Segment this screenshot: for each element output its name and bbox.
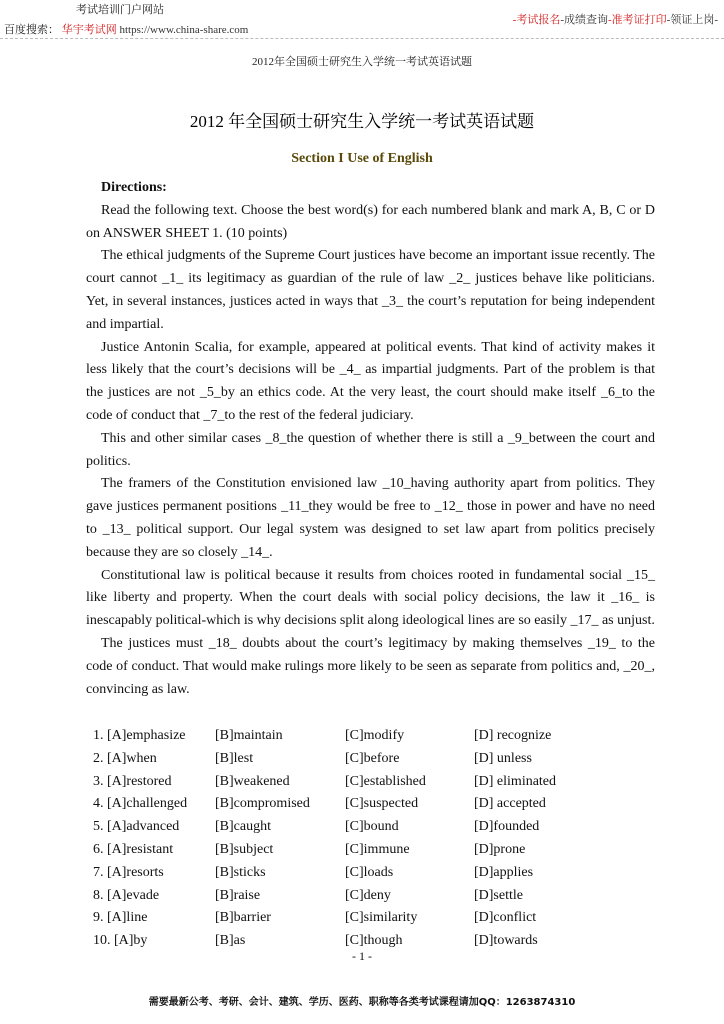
paragraph: Constitutional law is political because it results from choices rooted in fundamental social _15_ like liberty and property. When the court deals with social policy decisions, the law it _16_ is inescapably political-which is why decisions split along ideological lines are so easily _17_ as unjust. [86,567,655,629]
link-registration[interactable]: -考试报名 [512,14,561,26]
page-title: 2012 年全国硕士研究生入学统一考试英语试题 [189,112,535,131]
footer-notice: 需要最新公考、考研、会计、建筑、学历、医药、职称等各类考试课程请加QQ：1263874310 [148,997,576,1008]
search-line [4,21,248,37]
option-b: [B]lest [215,750,254,766]
option-a: 9. [A]line [93,910,148,926]
option-a: 2. [A]when [93,750,157,766]
option-b: [B]weakened [215,773,290,789]
option-row [93,748,584,771]
option-d: [D]conflict [474,910,537,926]
option-row [93,885,584,908]
option-row [93,771,584,794]
option-c: [C]modify [345,728,405,743]
option-b: [B]sticks [215,864,266,880]
option-d: [D]prone [474,841,526,857]
option-row [93,816,584,839]
option-c: [C]loads [345,864,394,880]
option-d: [D]settle [474,887,523,903]
option-b: [B]maintain [215,728,283,743]
brand-link[interactable]: 华宇考试网 [61,24,117,36]
option-a: 3. [A]restored [93,773,172,789]
paragraph: The justices must _18_ doubts about the court’s legitimacy by making themselves _19_ to the code of conduct. That would make rulings more likely to be seen as separate from politics and, _20_, convincing as law. [86,635,655,697]
site-name: 考试培训门户网站 [76,4,164,16]
option-d: [D]applies [474,864,534,880]
option-b: [B]as [215,933,246,949]
option-d: [D]founded [474,819,540,835]
paragraph: Read the following text. Choose the best word(s) for each numbered blank and mark A, B, C or D on ANSWER SHEET 1. (10 points) [86,202,655,241]
option-b: [B]subject [215,841,274,857]
option-row [93,862,584,885]
directions-label: Directions: [101,180,167,195]
option-b: [B]raise [215,887,261,903]
option-b: [B]barrier [215,910,271,926]
site-url[interactable]: https://www.china-share.com [119,24,249,36]
option-d: [D]towards [474,933,538,949]
option-d: [D] eliminated [474,773,557,789]
option-row [93,725,584,748]
option-b: [B]caught [215,819,271,835]
option-b: [B]compromised [215,796,310,812]
option-a: 7. [A]resorts [93,864,164,880]
link-scores[interactable]: -成绩查询 [560,14,608,26]
options-list [93,725,584,953]
header-divider [0,38,724,39]
search-label: 百度搜索： [4,24,59,36]
passage [86,177,655,701]
option-a: 10. [A]by [93,933,148,949]
paragraph: The framers of the Constitution envisioned law _10_having authority apart from politics. They gave justices permanent positions _11_they would be free to _12_ those in power and have no need to _13_ political support. Our legal system was designed to set law apart from politics precisely because they are so closely _14_. [86,476,655,560]
link-admission-ticket[interactable]: -准考证打印 [608,14,667,26]
link-certificate[interactable]: -领证上岗- [666,14,718,26]
option-c: [C]immune [345,841,410,857]
paragraph: This and other similar cases _8_the question of whether there is still a _9_between the court and politics. [86,430,655,469]
option-d: [D] accepted [474,796,546,812]
option-c: [C]bound [345,819,399,835]
option-c: [C]deny [345,887,391,903]
option-c: [C]before [345,750,400,766]
option-row [93,907,584,930]
running-head: 2012年全国硕士研究生入学统一考试英语试题 [252,56,472,68]
header-links [513,11,718,27]
paragraph: The ethical judgments of the Supreme Court justices have become an important issue recently. The court cannot _1_ its legitimacy as guardian of the rule of law _2_ justices behave like politicians. Yet, in several instances, justices acted in ways that _3_ the court’s reputation for being independent and impartial. [86,248,655,332]
option-d: [D] unless [474,750,532,766]
option-c: [C]suspected [345,796,419,812]
option-a: 8. [A]evade [93,887,160,903]
option-row [93,839,584,862]
option-a: 1. [A]emphasize [93,728,186,743]
option-a: 4. [A]challenged [93,796,188,812]
paragraph: Justice Antonin Scalia, for example, appeared at political events. That kind of activity makes it less likely that the court’s decisions will be _4_ as impartial judgments. Part of the problem is that the justices are not _5_by an ethics code. At the very least, the court should make itself _6_to the code of conduct that _7_to the rest of the federal judiciary. [86,339,655,423]
option-row [93,793,584,816]
option-a: 6. [A]resistant [93,841,174,857]
option-c: [C]similarity [345,910,418,926]
option-d: [D] recognize [474,728,552,743]
section-heading: Section I Use of English [291,151,433,166]
option-a: 5. [A]advanced [93,819,180,835]
page-number: - 1 - [352,949,372,963]
option-c: [C]established [345,773,426,789]
option-c: [C]though [345,933,403,949]
